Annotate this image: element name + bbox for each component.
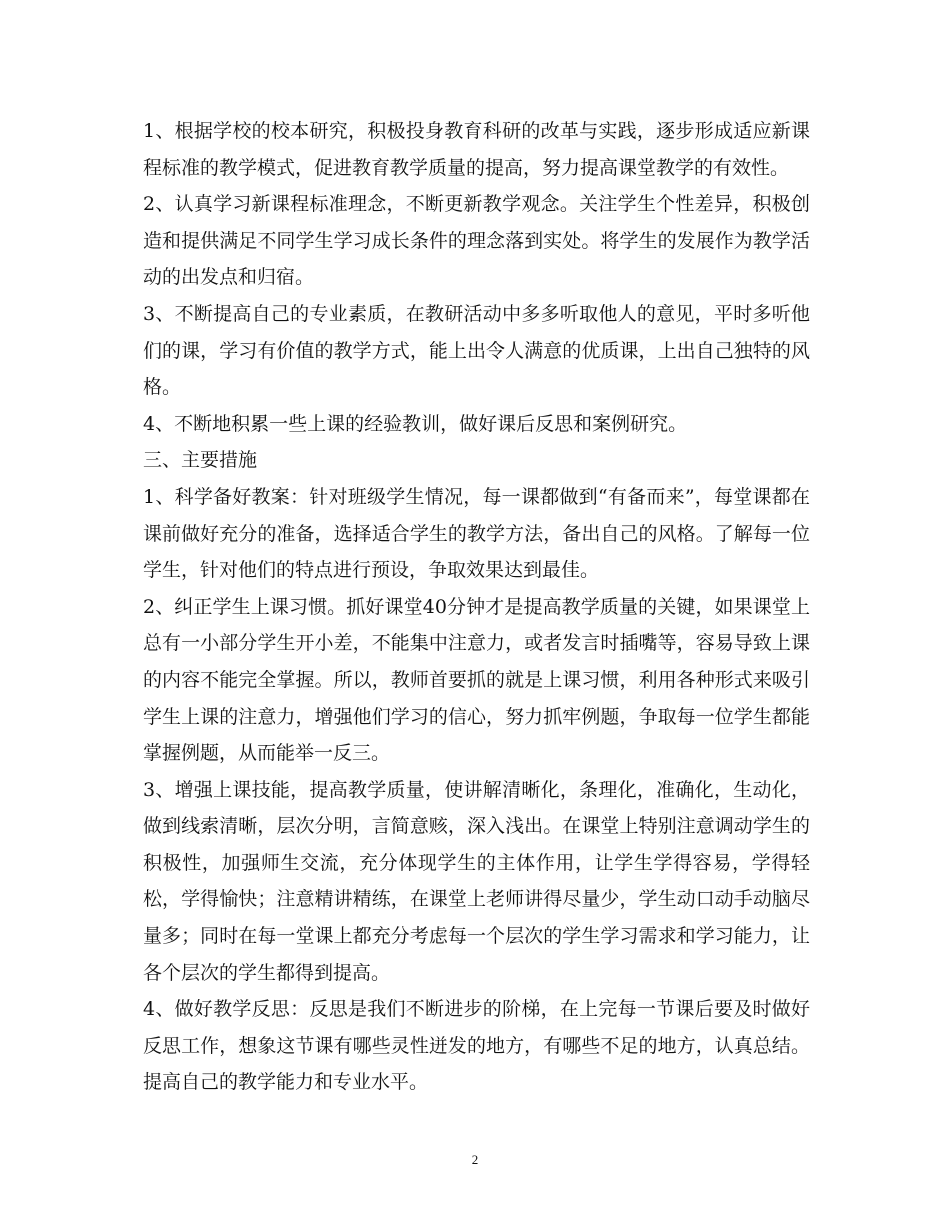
measure-2: 2、纠正学生上课习惯。抓好课堂40分钟才是提高教学质量的关键，如果课堂上总有一小部分学生开小差，不能集中注意力，或者发言时插嘴等，容易导致上课的内容不能完全掌握。所以，教师首要抓的就是上课习惯，利用各种形式来吸引学生上课的注意力，增强他们学习的信心，努力抓牢例题，争取每一位学生都能掌握例题，从而能举一反三。	[143, 595, 810, 765]
page-number: 2	[471, 1152, 479, 1167]
paragraph-3: 3、不断提高自己的专业素质，在教研活动中多多听取他人的意见，平时多听他们的课，学习有价值的教学方式，能上出令人满意的优质课，上出自己独特的风格。	[143, 302, 810, 399]
measure-4: 4、做好教学反思：反思是我们不断进步的阶梯，在上完每一节课后要及时做好反思工作，想象这节课有哪些灵性迸发的地方，有哪些不足的地方，认真总结。提高自己的教学能力和专业水平。	[143, 998, 810, 1094]
paragraph-2: 2、认真学习新课程标准理念，不断更新教学观念。关注学生个性差异，积极创造和提供满足不同学生学习成长条件的理念落到实处。将学生的发展作为教学活动的出发点和归宿。	[143, 193, 810, 289]
measure-1: 1、科学备好教案：针对班级学生情况，每一课都做到“有备而来”，每堂课都在课前做好充分的准备，选择适合学生的教学方法，备出自己的风格。了解每一位学生，针对他们的特点进行预设，争取效果达到最佳。	[143, 485, 810, 582]
section-heading: 三、主要措施	[143, 449, 258, 472]
measure-3: 3、增强上课技能，提高教学质量，使讲解清晰化，条理化，准确化，生动化，做到线索清晰，层次分明，言简意赅，深入浅出。在课堂上特别注意调动学生的积极性，加强师生交流，充分体现学生的主体作用，让学生学得容易，学得轻松，学得愉快；注意精讲精练，在课堂上老师讲得尽量少，学生动口动手动脑尽量多；同时在每一堂课上都充分考虑每一个层次的学生学习需求和学习能力，让各个层次的学生都得到提高。	[143, 778, 810, 984]
document-body	[143, 113, 810, 1101]
paragraph-1: 1、根据学校的校本研究，积极投身教育科研的改革与实践，逐步形成适应新课程标准的教学模式，促进教育教学质量的提高，努力提高课堂教学的有效性。	[143, 120, 810, 179]
paragraph-4: 4、不断地积累一些上课的经验教训，做好课后反思和案例研究。	[143, 412, 688, 435]
